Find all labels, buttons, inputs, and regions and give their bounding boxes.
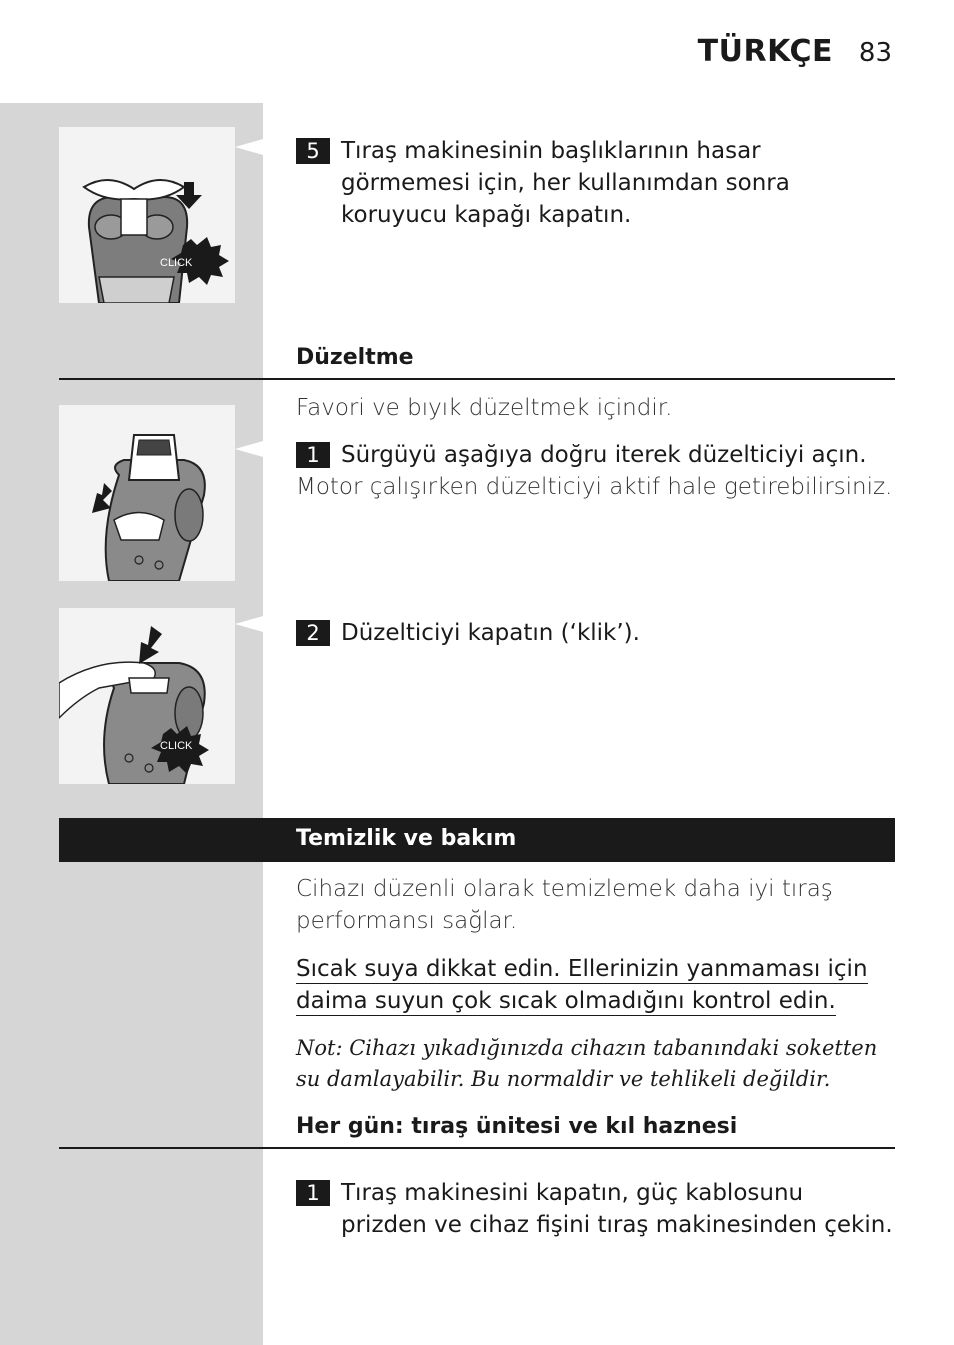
step-text: Tıraş makinesinin başlıklarının hasar görmemesi için, her kullanımdan sonra koruyucu kapağı kapatın. — [341, 138, 790, 228]
cleaning-intro-line: Cihazı düzenli olarak temizlemek daha iyi tıraş — [296, 876, 833, 902]
step-number: 2 — [296, 620, 330, 646]
warning-line: daima suyun çok sıcak olmadığını kontrol edin. — [296, 988, 836, 1014]
banner-title: Temizlik ve bakım — [296, 826, 517, 851]
section-divider — [59, 378, 895, 380]
illustration-pointer — [235, 139, 263, 155]
note-water-drip — [296, 1033, 896, 1095]
illustration-close-trimmer — [59, 608, 235, 784]
section-heading-trimming: Düzeltme — [296, 345, 414, 370]
cleaning-intro-line: performansı sağlar. — [296, 908, 518, 934]
illustration-open-trimmer — [59, 405, 235, 581]
step-text: Tıraş makinesini kapatın, güç kablosunu prizden ve cihaz fişini tıraş makinesinden çekin. — [341, 1180, 893, 1238]
section-banner-cleaning — [59, 818, 895, 862]
click-label: CLICK — [160, 257, 193, 269]
section-heading-daily: Her gün: tıraş ünitesi ve kıl haznesi — [296, 1114, 738, 1139]
step-5 — [296, 135, 896, 231]
warning-hot-water — [296, 953, 876, 1017]
trimming-step-1-note: Motor çalışırken düzelticiyi aktif hale getirebilirsiniz. — [296, 474, 893, 500]
note-line: su damlayabilir. Bu normaldir ve tehlikeli değildir. — [296, 1067, 831, 1091]
page-number: 83 — [858, 38, 892, 68]
step-text: Sürgüyü aşağıya doğru iterek düzelticiyi açın. — [341, 442, 867, 468]
click-label: CLICK — [160, 740, 193, 752]
warning-line: Sıcak suya dikkat edin. Ellerinizin yanmaması için — [296, 956, 868, 982]
trimming-step-2 — [296, 617, 896, 649]
note-line: Not: Cihazı yıkadığınızda cihazın tabanındaki soketten — [296, 1036, 878, 1060]
language-title: TÜRKÇE — [697, 34, 833, 69]
trimming-step-1 — [296, 439, 896, 471]
step-text: Düzelticiyi kapatın (‘klik’). — [341, 620, 640, 646]
step-number: 1 — [296, 442, 330, 468]
illustration-pointer — [235, 616, 263, 632]
section-divider — [59, 1147, 895, 1149]
step-number: 1 — [296, 1180, 330, 1206]
illustration-close-cap — [59, 127, 235, 303]
daily-step-1 — [296, 1177, 896, 1241]
cleaning-intro — [296, 873, 876, 937]
trimming-intro: Favori ve bıyık düzeltmek içindir. — [296, 395, 673, 421]
illustration-pointer — [235, 441, 263, 457]
step-number: 5 — [296, 138, 330, 164]
